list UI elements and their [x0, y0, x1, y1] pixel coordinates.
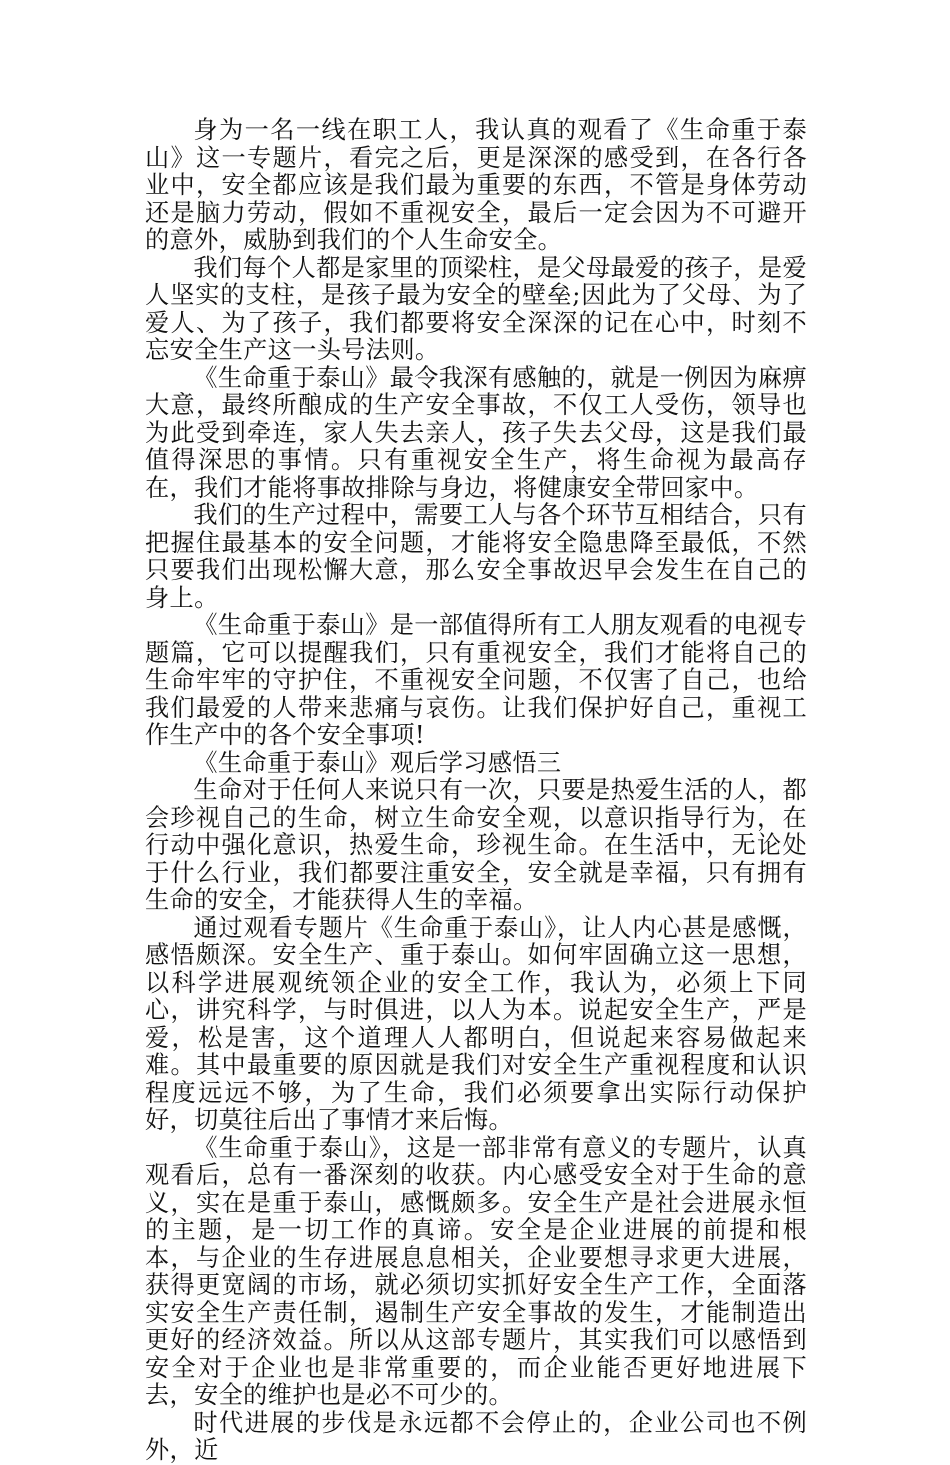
- paragraph: 生命对于任何人来说只有一次，只要是热爱生活的人，都会珍视自己的生命，树立生命安全观，以意识指导行为，在行动中强化意识，热爱生命，珍视生命。在生活中，无论处于什么行业，我们都要注重安全，安全就是幸福，只有拥有生命的安全，才能获得人生的幸福。: [145, 776, 807, 914]
- paragraph: 《生命重于泰山》最令我深有感触的，就是一例因为麻痹大意，最终所酿成的生产安全事故，不仅工人受伤，领导也为此受到牵连，家人失去亲人，孩子失去父母，这是我们最值得深思的事情。只有重视安全生产，将生命视为最高存在，我们才能将事故排除与身边，将健康安全带回家中。: [145, 363, 807, 502]
- section-heading: 《生命重于泰山》观后学习感悟三: [193, 748, 562, 777]
- paragraph: 《生命重于泰山》是一部值得所有工人朋友观看的电视专题篇，它可以提醒我们，只有重视安全，我们才能将自己的生命牢牢的守护住，不重视安全问题，不仅害了自己，也给我们最爱的人带来悲痛与哀伤。让我们保护好自己，重视工作生产中的各个安全事项!: [145, 611, 807, 749]
- paragraph: 我们每个人都是家里的顶梁柱，是父母最爱的孩子，是爱人坚实的支柱，是孩子最为安全的壁垒;因此为了父母、为了爱人、为了孩子，我们都要将安全深深的记在心中，时刻不忘安全生产这一头号法则。: [145, 253, 807, 364]
- document-body: [145, 117, 807, 1465]
- paragraph: 通过观看专题片《生命重于泰山》，让人内心甚是感慨，感悟颇深。安全生产、重于泰山。如何牢固确立这一思想，以科学进展观统领企业的安全工作，我认为，必须上下同心，讲究科学，与时俱进，以人为本。说起安全生产，严是爱，松是害，这个道理人人都明白，但说起来容易做起来难。其中最重要的原因就是我们对安全生产重视程度和认识程度远远不够，为了生命，我们必须要拿出实际行动保护好，切莫往后出了事情才来后悔。: [145, 913, 807, 1134]
- paragraph: 我们的生产过程中，需要工人与各个环节互相结合，只有把握住最基本的安全问题，才能将安全隐患降至最低，不然只要我们出现松懈大意，那么安全事故迟早会发生在自己的身上。: [145, 501, 807, 612]
- paragraph: 身为一名一线在职工人，我认真的观看了《生命重于泰山》这一专题片，看完之后，更是深深的感受到，在各行各业中，安全都应该是我们最为重要的东西，不管是身体劳动还是脑力劳动，假如不重视安全，最后一定会因为不可避开的意外，威胁到我们的个人生命安全。: [145, 116, 807, 254]
- paragraph: 《生命重于泰山》，这是一部非常有意义的专题片，认真观看后，总有一番深刻的收获。内心感受安全对于生命的意义，实在是重于泰山，感慨颇多。安全生产是社会进展永恒的主题，是一切工作的真谛。安全是企业进展的前提和根本，与企业的生存进展息息相关，企业要想寻求更大进展，获得更宽阔的市场，就必须切实抓好安全生产工作，全面落实安全生产责任制，遏制生产安全事故的发生，才能制造出更好的经济效益。所以从这部专题片，其实我们可以感悟到安全对于企业也是非常重要的，而企业能否更好地进展下去，安全的维护也是必不可少的。: [145, 1133, 807, 1409]
- paragraph: 时代进展的步伐是永远都不会停止的，企业公司也不例外，近: [145, 1408, 807, 1464]
